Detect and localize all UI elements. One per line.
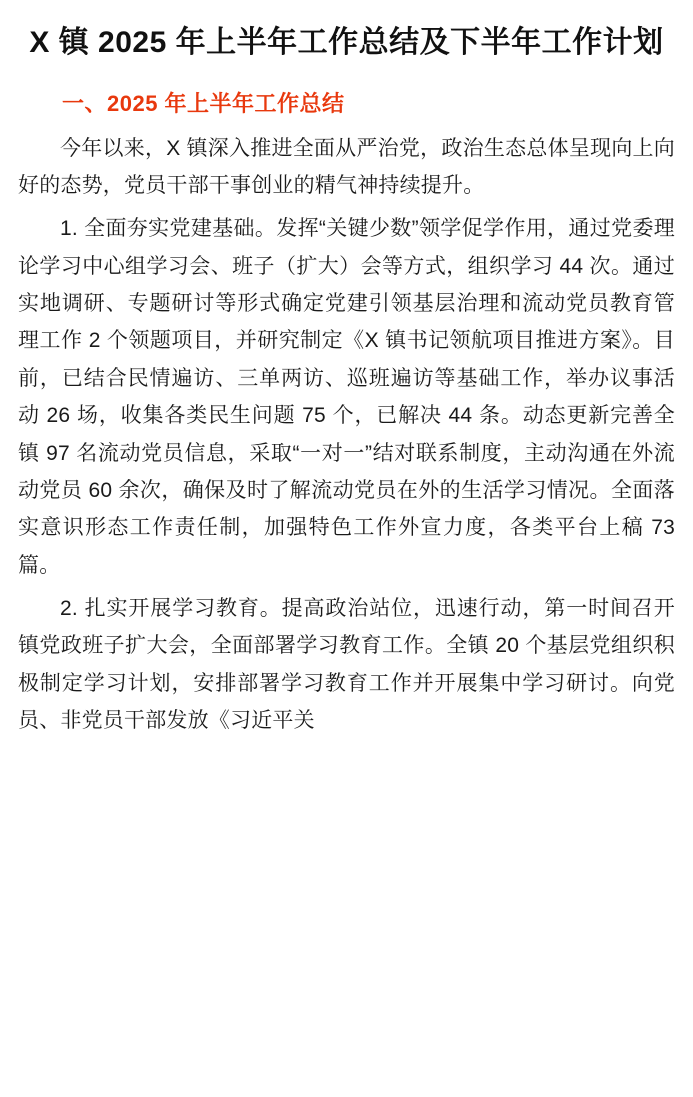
section-heading-summary: 一、2025 年上半年工作总结 (62, 90, 345, 116)
paragraph-intro: 今年以来，X 镇深入推进全面从严治党，政治生态总体呈现向上向好的态势，党员干部干事创业的精气神持续提升。 (18, 136, 675, 197)
paragraph-item-1: 1. 全面夯实党建基础。发挥“关键少数”领学促学作用，通过党委理论学习中心组学习会、班子（扩大）会等方式，组织学习 44 次。通过实地调研、专题研讨等形式确定党建引领基层治理和流动党员教育管理工作 2 个领题项目，并研究制定《X 镇书记领航项目推进方案》。目前，已结合民情遍访、三单两访、巡班遍访等基础工作，举办议事活动 26 场，收集各类民生问题 75 个，已解决 44 条。动态更新完善全镇 97 名流动党员信息，采取“一对一”结对联系制度，主动沟通在外流动党员 60 余次，确保及时了解流动党员在外的生活学习情况。全面落实意识形态工作责任制，加强特色工作外宣力度，各类平台上稿 73 篇。 (18, 217, 675, 577)
page-title: X 镇 2025 年上半年工作总结及下半年工作计划 (29, 26, 664, 59)
paragraph-item-2: 2. 扎实开展学习教育。提高政治站位，迅速行动，第一时间召开镇党政班子扩大会，全面部署学习教育工作。全镇 20 个基层党组织积极制定学习计划，安排部署学习教育工作并开展集中学习研讨。向党员、非党员干部发放《习近平关 (18, 597, 675, 733)
